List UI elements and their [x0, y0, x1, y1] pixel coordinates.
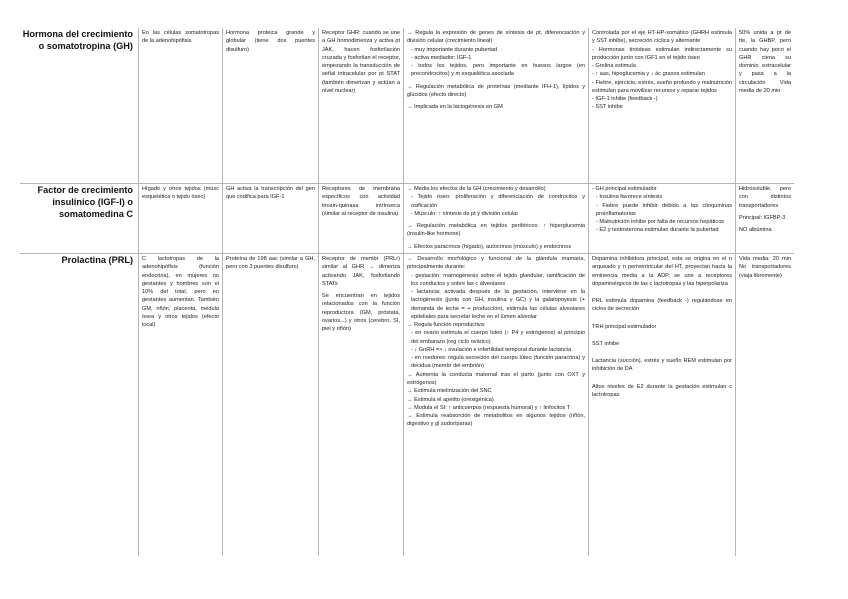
gh-regulation — [588, 28, 735, 184]
gh-effects — [403, 28, 588, 184]
gh-reg-5: - Fiebre, ejercicio, estrés, sueño profundo y malnutrición estimulan para movilizar recursos y reparar tejidos — [592, 79, 732, 94]
prl-reg-2: PRL estimula dopamina (feedback -) regulándose en ciclos de secreción — [592, 298, 732, 313]
igf1-effect-2: - Tejido óseo: proliferación y diferenciación de condrocitos y osificación — [411, 194, 585, 209]
prl-effect-7: - en roedores: regula secreción del cuerpo lúteo (función paracrina) y decidua (membr del embrión) — [411, 355, 585, 370]
igf1-transport-3: NO albúmina — [739, 227, 772, 234]
igf1-transport — [735, 184, 794, 254]
igf1-transport-2: Principal: IGFBP-3 — [739, 214, 786, 221]
gh-reg-4: - ↑ aas, hipoglucemia y ↓ ác grasos estimulan — [592, 71, 705, 78]
prl-reg-6: Altos niveles de E2 durante la gestación estimulan c lactotropas — [592, 383, 732, 398]
prl-reg-5: Lactancia (succión), estrés y sueño REM estimulan por inhibición de DA — [592, 358, 732, 373]
prl-receptor-1: Receptor de membr (PRLr) similar al GHR → dimeriza activando JAK, fosforilando STATs — [322, 256, 400, 287]
igf1-reg-4: - Malnutrición inhibe por falta de recursos hepáticos — [596, 219, 725, 226]
prl-effect-4: → Regula función reproductiva: — [407, 322, 486, 329]
igf1-effect-4: → Regulación metabólica en tejidos periféricos: ↑ hiperglucemia (insulin-like hormone) — [407, 223, 585, 238]
prl-effect-1: → Desarrollo morfológico y funcional de la glándula mamaria, principalmente durante: — [407, 256, 585, 271]
gh-reg-6: - IGF-1 inhibe (feedback -) — [592, 96, 658, 103]
gh-effect-1: → Regula la expresión de genes de síntesis de pt, diferenciación y división celular (crecimiento lineal) — [407, 30, 585, 45]
gh-effect-3: - activa mediador: IGF-1 — [411, 54, 472, 61]
prl-transport: Vida media: 20 min No transportadores (viaja libremente) — [735, 254, 794, 556]
prl-receptor-2: Se encuentran en tejidos relacionados con la función reproductora (GM, próstata, ovarios...) y otros (cerebro, SI, piel y riñón) — [322, 293, 400, 333]
prl-receptor — [318, 254, 403, 556]
prl-effect-3: - lactancia: activada después de la gestación, interviene en la lactogénesis (junto con GH, insulina y GC) y la galatopoyesis (+ demanda de leche = + producción), estimula las células alveolares epiteliales para secretar leche en el lúmen alveolar — [411, 289, 585, 320]
gh-reg-2: - Hormonas tiroideas estimulan indirectamente su producción junto con IGF1 en el tejido óseo — [592, 46, 732, 61]
igf1-effect-1: → Media los efectos de la GH (crecimiento y desarrollo) — [407, 186, 546, 192]
prl-effect-2: - gestación: mamogénesis sobre el tejido glandular, ramificación de los conductos y sobre las c alveolares — [411, 272, 585, 287]
igf1-receptor: Receptores de membrana específicos con actividad tirosin-quinasa intrínseca (similar al receptor de insulina) — [318, 184, 403, 254]
igf1-effect-3: - Músculo: ↑ síntesis de pt y división celular — [411, 210, 519, 217]
gh-reg-7: - SST inhibe — [592, 104, 623, 111]
row-title-prl: Prolactina (PRL) — [61, 255, 133, 265]
gh-receptor: Receptor GHR: cuando se une a GH homodimeriza y activa pt JAK, hacen fosforilación cruzada y fosforilan el receptor, empezando la transducción de señal intracelular por pt STAT (también dimerizan y actúan a nivel nuclear) — [318, 28, 403, 184]
row-title-gh: Hormona del crecimiento o somatotropina (GH) — [20, 28, 138, 184]
igf1-reg-1: - GH principal estimulador — [592, 186, 657, 192]
gh-effect-6: → Implicada en la lactogénesis en GM — [407, 104, 503, 111]
prl-reg-1: Dopamina inhibidora principal, esta se origina en el n arqueado y n periventricular del HT, proyectan hacia la eminencia media a la ADP, se une a receptores dopaminérgicos de las c lactotropas y las hiperpolariza — [592, 256, 732, 287]
igf1-reg-2: - Insulina favorece síntesis — [596, 194, 663, 201]
igf1-reg-5: - E2 y testosterona estimulan durante la pubertad — [596, 227, 719, 234]
prl-effect-10: → Estimula el apetito (orexigénica) — [407, 396, 494, 403]
row-title-igf1: Factor de crecimiento insulínico (IGF-I) o somatomedina C — [20, 184, 138, 254]
prl-effects — [403, 254, 588, 556]
gh-effect-2: - muy importante durante pubertad — [411, 46, 498, 53]
prl-structure: Proteína de 198 aac (similar a GH, pero con 3 puentes disulfuro) — [222, 254, 318, 556]
igf1-regulation — [588, 184, 735, 254]
igf1-reg-3: - Fiebre puede inhibir debido a las citoquininas proinflamatorias — [596, 202, 732, 217]
prl-effect-11: → Modula el SI: ↑ anticuerpos (respuesta humoral) y ↑ linfocitos T — [407, 404, 571, 411]
gh-transport: 50% unida a pt de tte, la GHBP, pero cuando hay poco el GHR ciena su dominio extracelular y pasa a la circulación Vida media de 20 min — [735, 28, 794, 184]
igf1-effect-5: → Efectos paracrinos (hígado), autocrinos (músculo) y endocrinos — [407, 243, 572, 250]
gh-effect-4: - todos los tejidos, pero importante en huesos largos (en precondrocitos) y m esquelética asociada — [411, 63, 585, 78]
hormone-table — [20, 28, 834, 556]
prl-reg-3: TRH principal estimulador — [592, 323, 657, 330]
gh-origin: En las células somatotropas de la adenohipófisis — [138, 28, 222, 184]
prl-regulation — [588, 254, 735, 556]
igf1-structure: GH activa la transcripción del gen que codifica para IGF-1 — [222, 184, 318, 254]
igf1-effects — [403, 184, 588, 254]
gh-reg-1: Controlada por el eje HT-HP-somático (GHRH estimula y SST inhibe), secreción cíclica y alternante — [592, 30, 732, 45]
prl-effect-6: - ↓ GnRH => ↓ ovulación e infertilidad temporal durante lactancia — [411, 346, 572, 353]
igf1-transport-1: Hidrosoluble, pero con distintos transportadores — [739, 186, 791, 209]
prl-effect-5: - en ovario estimula el cuerpo lúteo (↑ P4 y estrógenos) al principio del embarazo (reg ciclo ovárico) — [411, 330, 585, 345]
prl-effect-8: → Aumenta la conducta maternal tras el parto (junto con OXT y estrógenos) — [407, 371, 585, 386]
gh-structure: Hormona proteica grande y globular (tiene dos puentes disulfuro) — [222, 28, 318, 184]
prl-effect-9: → Estimula mielinización del SNC — [407, 388, 492, 395]
prl-reg-4: SST inhibe — [592, 340, 620, 347]
prl-effect-12: → Estimula reabsorción de metabolitos en algunos tejidos (riñón, digestivo y gl sudoríparas) — [407, 413, 585, 428]
igf1-origin: Hígado y otros tejidos (músc esquelética o tejido óseo) — [138, 184, 222, 254]
prl-origin: C lactotropas de la adenohipófisis (función endocrina), en mujeres no gestantes y hombres son el 10% del total, pero en gestantes aumentan. También GM, riñón, placenta, médula ósea y otros tejidos (efecto local) — [138, 254, 222, 556]
gh-reg-3: - Grelina estimula — [592, 63, 636, 70]
gh-effect-5: → Regulación metabólica de proteínas (mediante IFH-1), lípidos y glúcidos (efecto directo) — [407, 83, 585, 98]
